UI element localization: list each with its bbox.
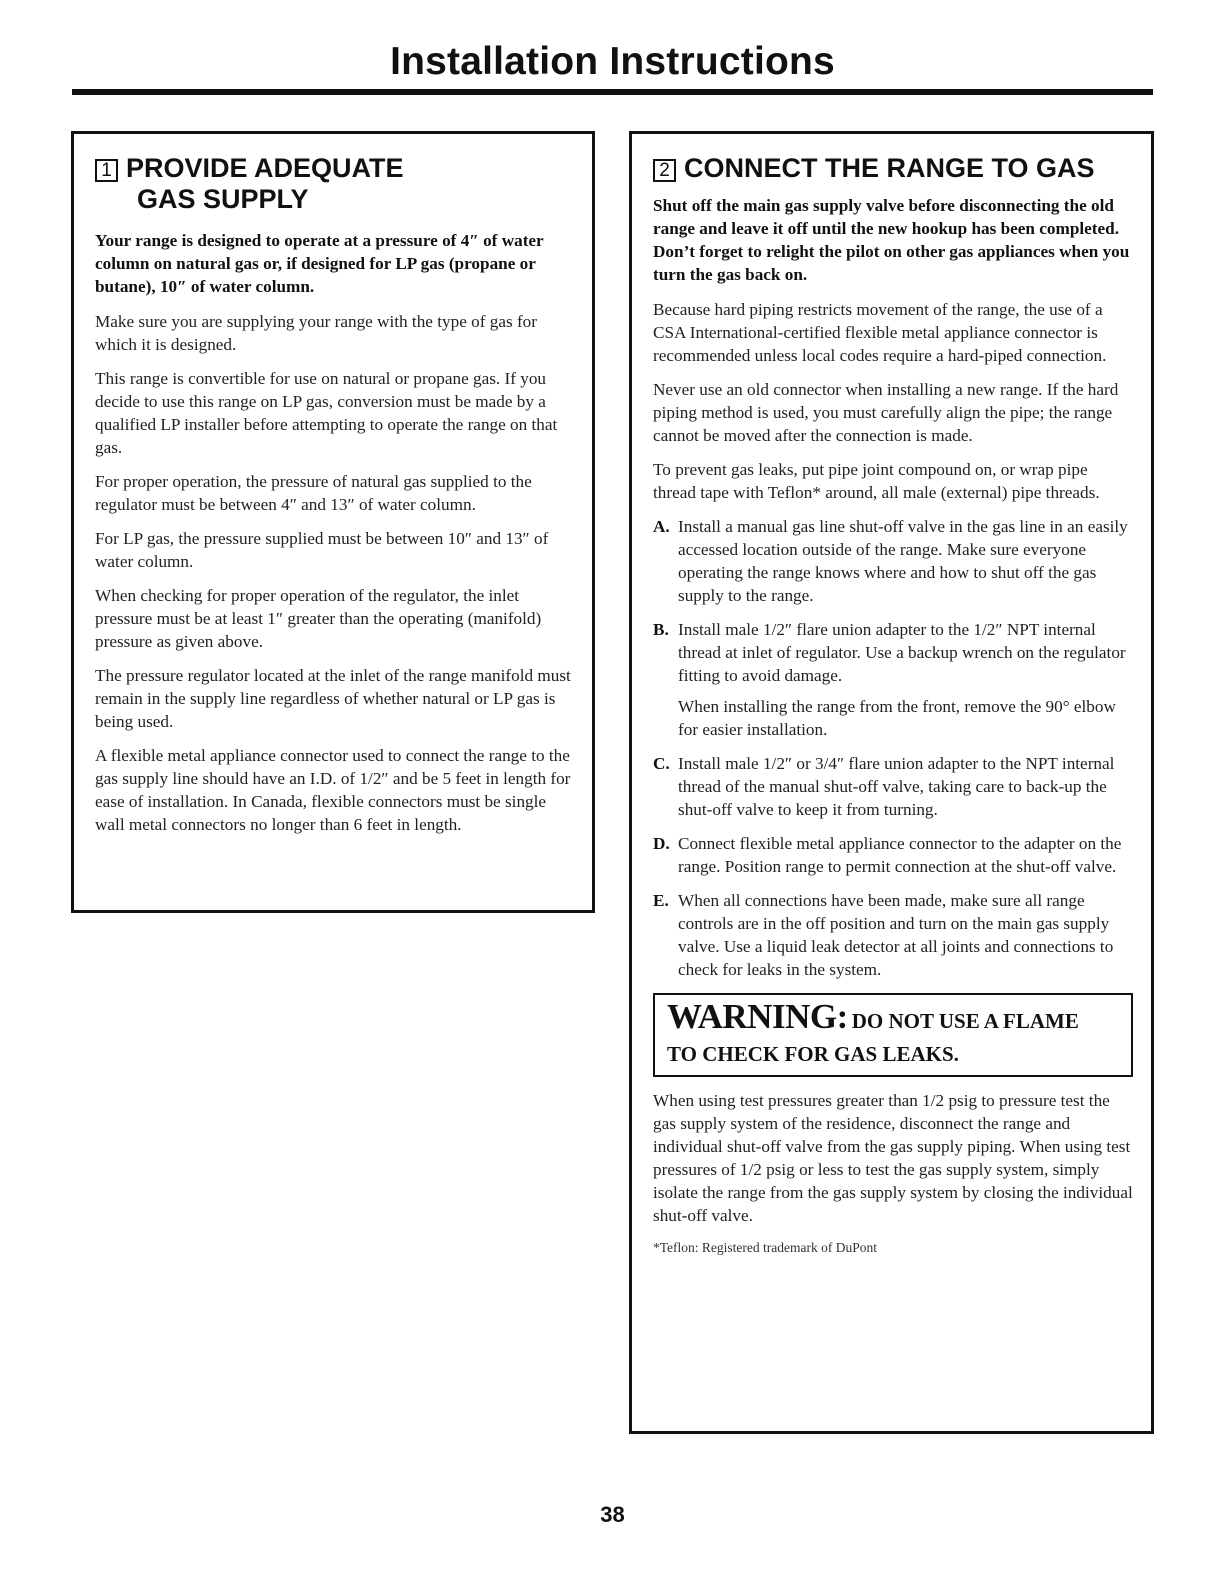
section2-paragraph: Never use an old connector when installing a new range. If the hard piping method is used, you must carefully align the pipe; the range cannot be moved after the connection is made. — [653, 380, 1119, 445]
title-rule — [72, 89, 1153, 95]
section1-heading-line2: GAS SUPPLY — [137, 184, 309, 214]
section2-heading — [653, 153, 1133, 184]
section2-heading-text: CONNECT THE RANGE TO GAS — [684, 153, 1095, 183]
step-letter: C. — [653, 754, 670, 773]
section1-paragraph: This range is convertible for use on natural or propane gas. If you decide to use this range on LP gas, conversion must be made by a qualified LP installer before attempting to operate the range on that gas. — [95, 369, 558, 457]
page-number: 38 — [600, 1502, 625, 1527]
section2-number: 2 — [653, 159, 676, 182]
step-text: When all connections have been made, make sure all range controls are in the off position and turn on the main gas supply valve. Use a liquid leak detector at all joints and connections to check for leaks in the system. — [678, 891, 1114, 979]
section1-paragraph: For LP gas, the pressure supplied must be between 10″ and 13″ of water column. — [95, 529, 549, 571]
step-a — [653, 515, 1133, 607]
step-letter: B. — [653, 620, 669, 639]
warning-text-line1: DO NOT USE A FLAME — [851, 1009, 1079, 1033]
section1-heading-line1: PROVIDE ADEQUATE — [126, 153, 404, 183]
connect-range-to-gas-box — [629, 131, 1154, 1434]
step-letter: D. — [653, 834, 670, 853]
step-text: Install a manual gas line shut-off valve in the gas line in an easily accessed location outside of the range. Make sure everyone operating the range knows where and how to shut off the gas supply to the range. — [678, 517, 1128, 605]
section1-paragraph: A flexible metal appliance connector used to connect the range to the gas supply line should have an I.D. of 1/2″ and be 5 feet in length for ease of installation. In Canada, flexible connectors must be single wall metal connectors no longer than 6 feet in length. — [95, 746, 571, 834]
step-text: Install male 1/2″ or 3/4″ flare union adapter to the NPT internal thread of the manual shut-off valve, taking care to back-up the shut-off valve to keep it from turning. — [678, 754, 1115, 819]
step-text: Install male 1/2″ flare union adapter to the 1/2″ NPT internal thread at inlet of regulator. Use a backup wrench on the regulator fitting to avoid damage. — [678, 620, 1126, 685]
page-title: Installation Instructions — [390, 40, 835, 83]
step-text: Connect flexible metal appliance connector to the adapter on the range. Position range to permit connection at the shut-off valve. — [678, 834, 1122, 876]
step-b-note: When installing the range from the front, remove the 90° elbow for easier installation. — [678, 697, 1116, 739]
section1-paragraph: Make sure you are supplying your range with the type of gas for which it is designed. — [95, 312, 537, 354]
step-b — [653, 618, 1133, 687]
section1-lead: Your range is designed to operate at a pressure of 4″ of water column on natural gas or, if designed for LP gas (propane or butane), 10″ of water column. — [95, 231, 544, 296]
section2-paragraph: To prevent gas leaks, put pipe joint compound on, or wrap pipe thread tape with Teflon* around, all male (external) pipe threads. — [653, 460, 1100, 502]
test-pressure-paragraph: When using test pressures greater than 1/2 psig to pressure test the gas supply system of the residence, disconnect the range and individual shut-off valve from the gas supply piping. When using test pressures of 1/2 psig or less to test the gas supply system, simply isolate the range from the gas supply system by closing the individual shut-off valve. — [653, 1091, 1133, 1225]
provide-gas-supply-box — [71, 131, 595, 913]
section2-paragraph: Because hard piping restricts movement of the range, the use of a CSA International-certified flexible metal appliance connector is recommended unless local codes require a hard-piped connection. — [653, 300, 1107, 365]
warning-text-line2: TO CHECK FOR GAS LEAKS. — [667, 1042, 959, 1066]
section1-paragraph: When checking for proper operation of the regulator, the inlet pressure must be at least 1″ greater than the operating (manifold) pressure as given above. — [95, 586, 542, 651]
step-letter: A. — [653, 517, 670, 536]
step-d — [653, 832, 1133, 878]
section1-heading — [95, 153, 574, 215]
section1-number: 1 — [95, 159, 118, 182]
warning-label: WARNING: — [667, 997, 848, 1036]
step-c — [653, 752, 1133, 821]
step-e — [653, 889, 1133, 981]
warning-box — [653, 993, 1133, 1077]
section2-lead: Shut off the main gas supply valve before disconnecting the old range and leave it off until the new hookup has been completed. Don’t forget to relight the pilot on other gas appliances when you turn the gas back on. — [653, 196, 1130, 284]
step-letter: E. — [653, 891, 669, 910]
section1-paragraph: The pressure regulator located at the inlet of the range manifold must remain in the supply line regardless of whether natural or LP gas is being used. — [95, 666, 571, 731]
teflon-footnote: *Teflon: Registered trademark of DuPont — [653, 1240, 877, 1255]
section1-paragraph: For proper operation, the pressure of natural gas supplied to the regulator must be between 4″ and 13″ of water column. — [95, 472, 532, 514]
